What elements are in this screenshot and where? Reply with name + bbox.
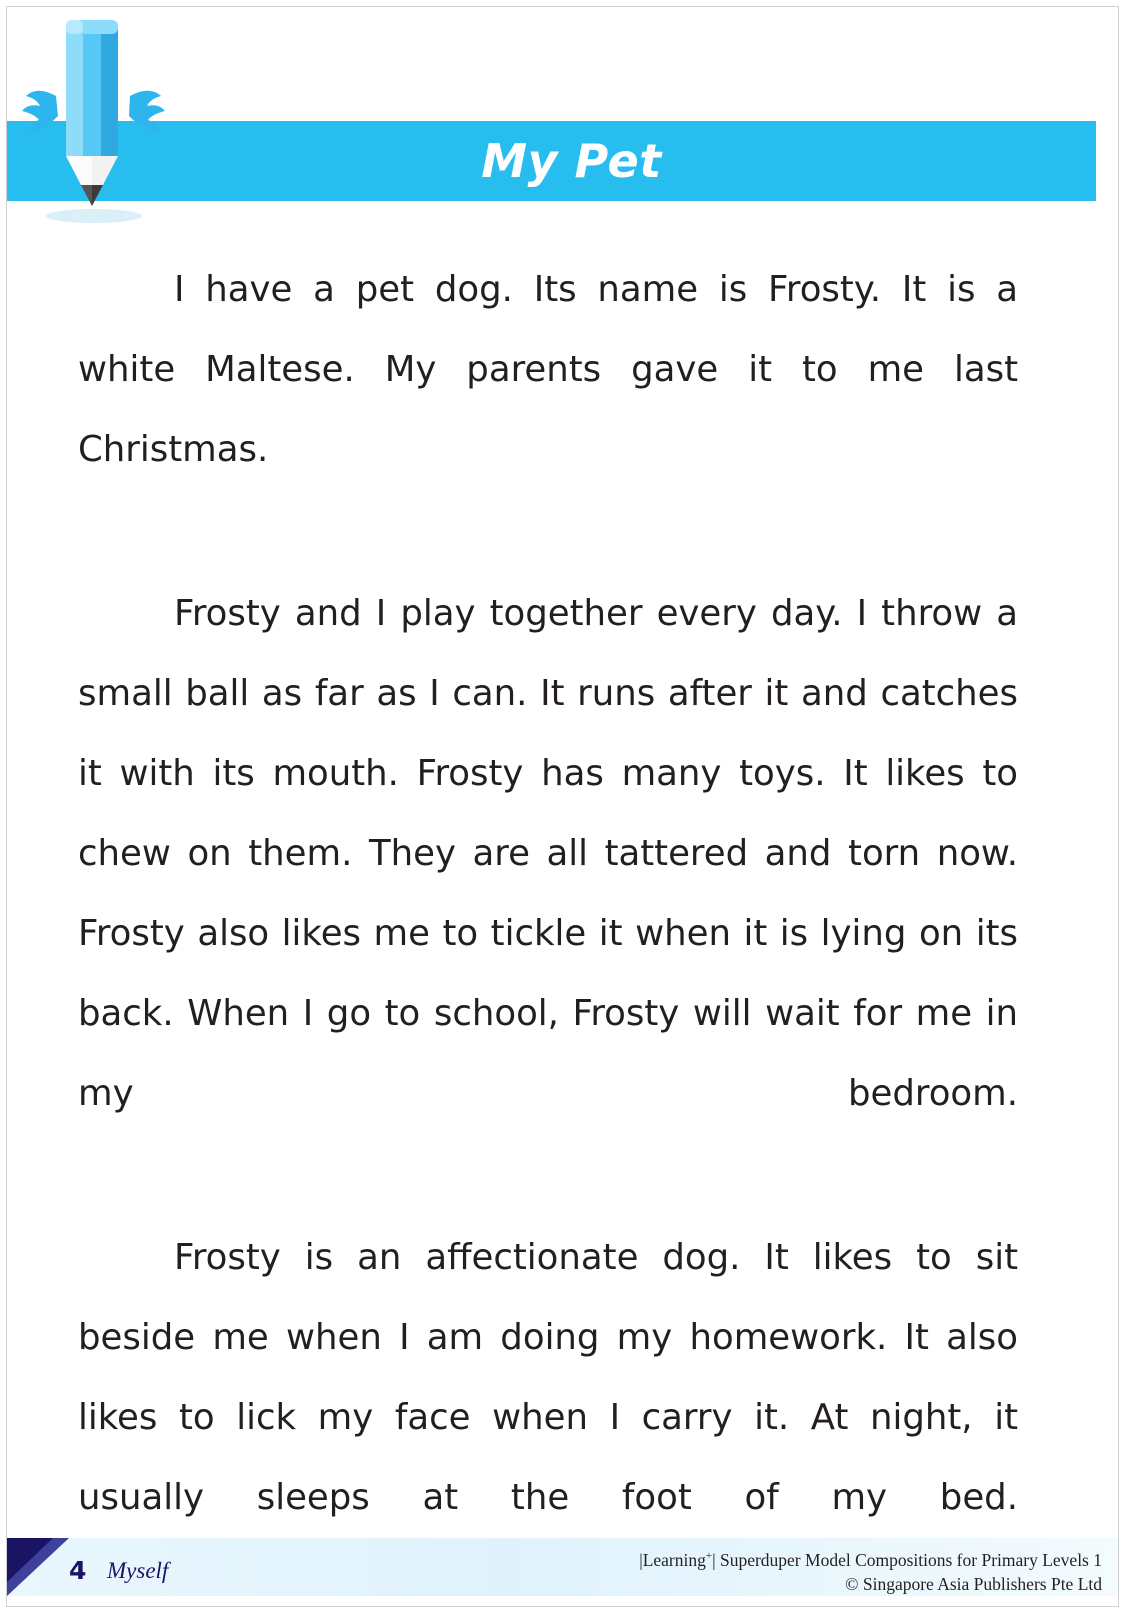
composition-body bbox=[78, 250, 1018, 1613]
credit-prefix: |Learning bbox=[639, 1549, 706, 1570]
credit-suffix: | Superduper Model Compositions for Primary Levels 1 bbox=[712, 1549, 1102, 1570]
credit-line-2: © Singapore Asia Publishers Pte Ltd bbox=[845, 1573, 1102, 1594]
paragraph: Frosty is an affectionate dog. It likes to sit beside me when I am doing my homework. It also likes to lick my face when I carry it. At night, it usually sleeps at the foot of my bed. bbox=[78, 1237, 1018, 1518]
credit-superscript: + bbox=[705, 1550, 713, 1562]
chapter-label: Myself bbox=[107, 1558, 169, 1583]
pencil-icon bbox=[14, 10, 184, 225]
page-footer bbox=[7, 1528, 1118, 1606]
paragraph: Frosty and I play together every day. I throw a small ball as far as I can. It runs after it and catches it with its mouth. Frosty has many toys. It likes to chew on them. They are all tattered and torn now. Frosty also likes me to tickle it when it is lying on its back. When I go to school, Frosty will wait for me in my bedroom. bbox=[78, 593, 1018, 1114]
paragraph: I have a pet dog. Its name is Frosty. It is a white Maltese. My parents gave it to me last Christmas. bbox=[78, 269, 1018, 470]
page-title: My Pet bbox=[481, 134, 662, 188]
page-number: 4 bbox=[69, 1556, 87, 1585]
credit-line-1 bbox=[582, 1544, 1102, 1572]
back-arrow-icon bbox=[7, 1538, 53, 1582]
footer-credit bbox=[582, 1544, 1102, 1596]
